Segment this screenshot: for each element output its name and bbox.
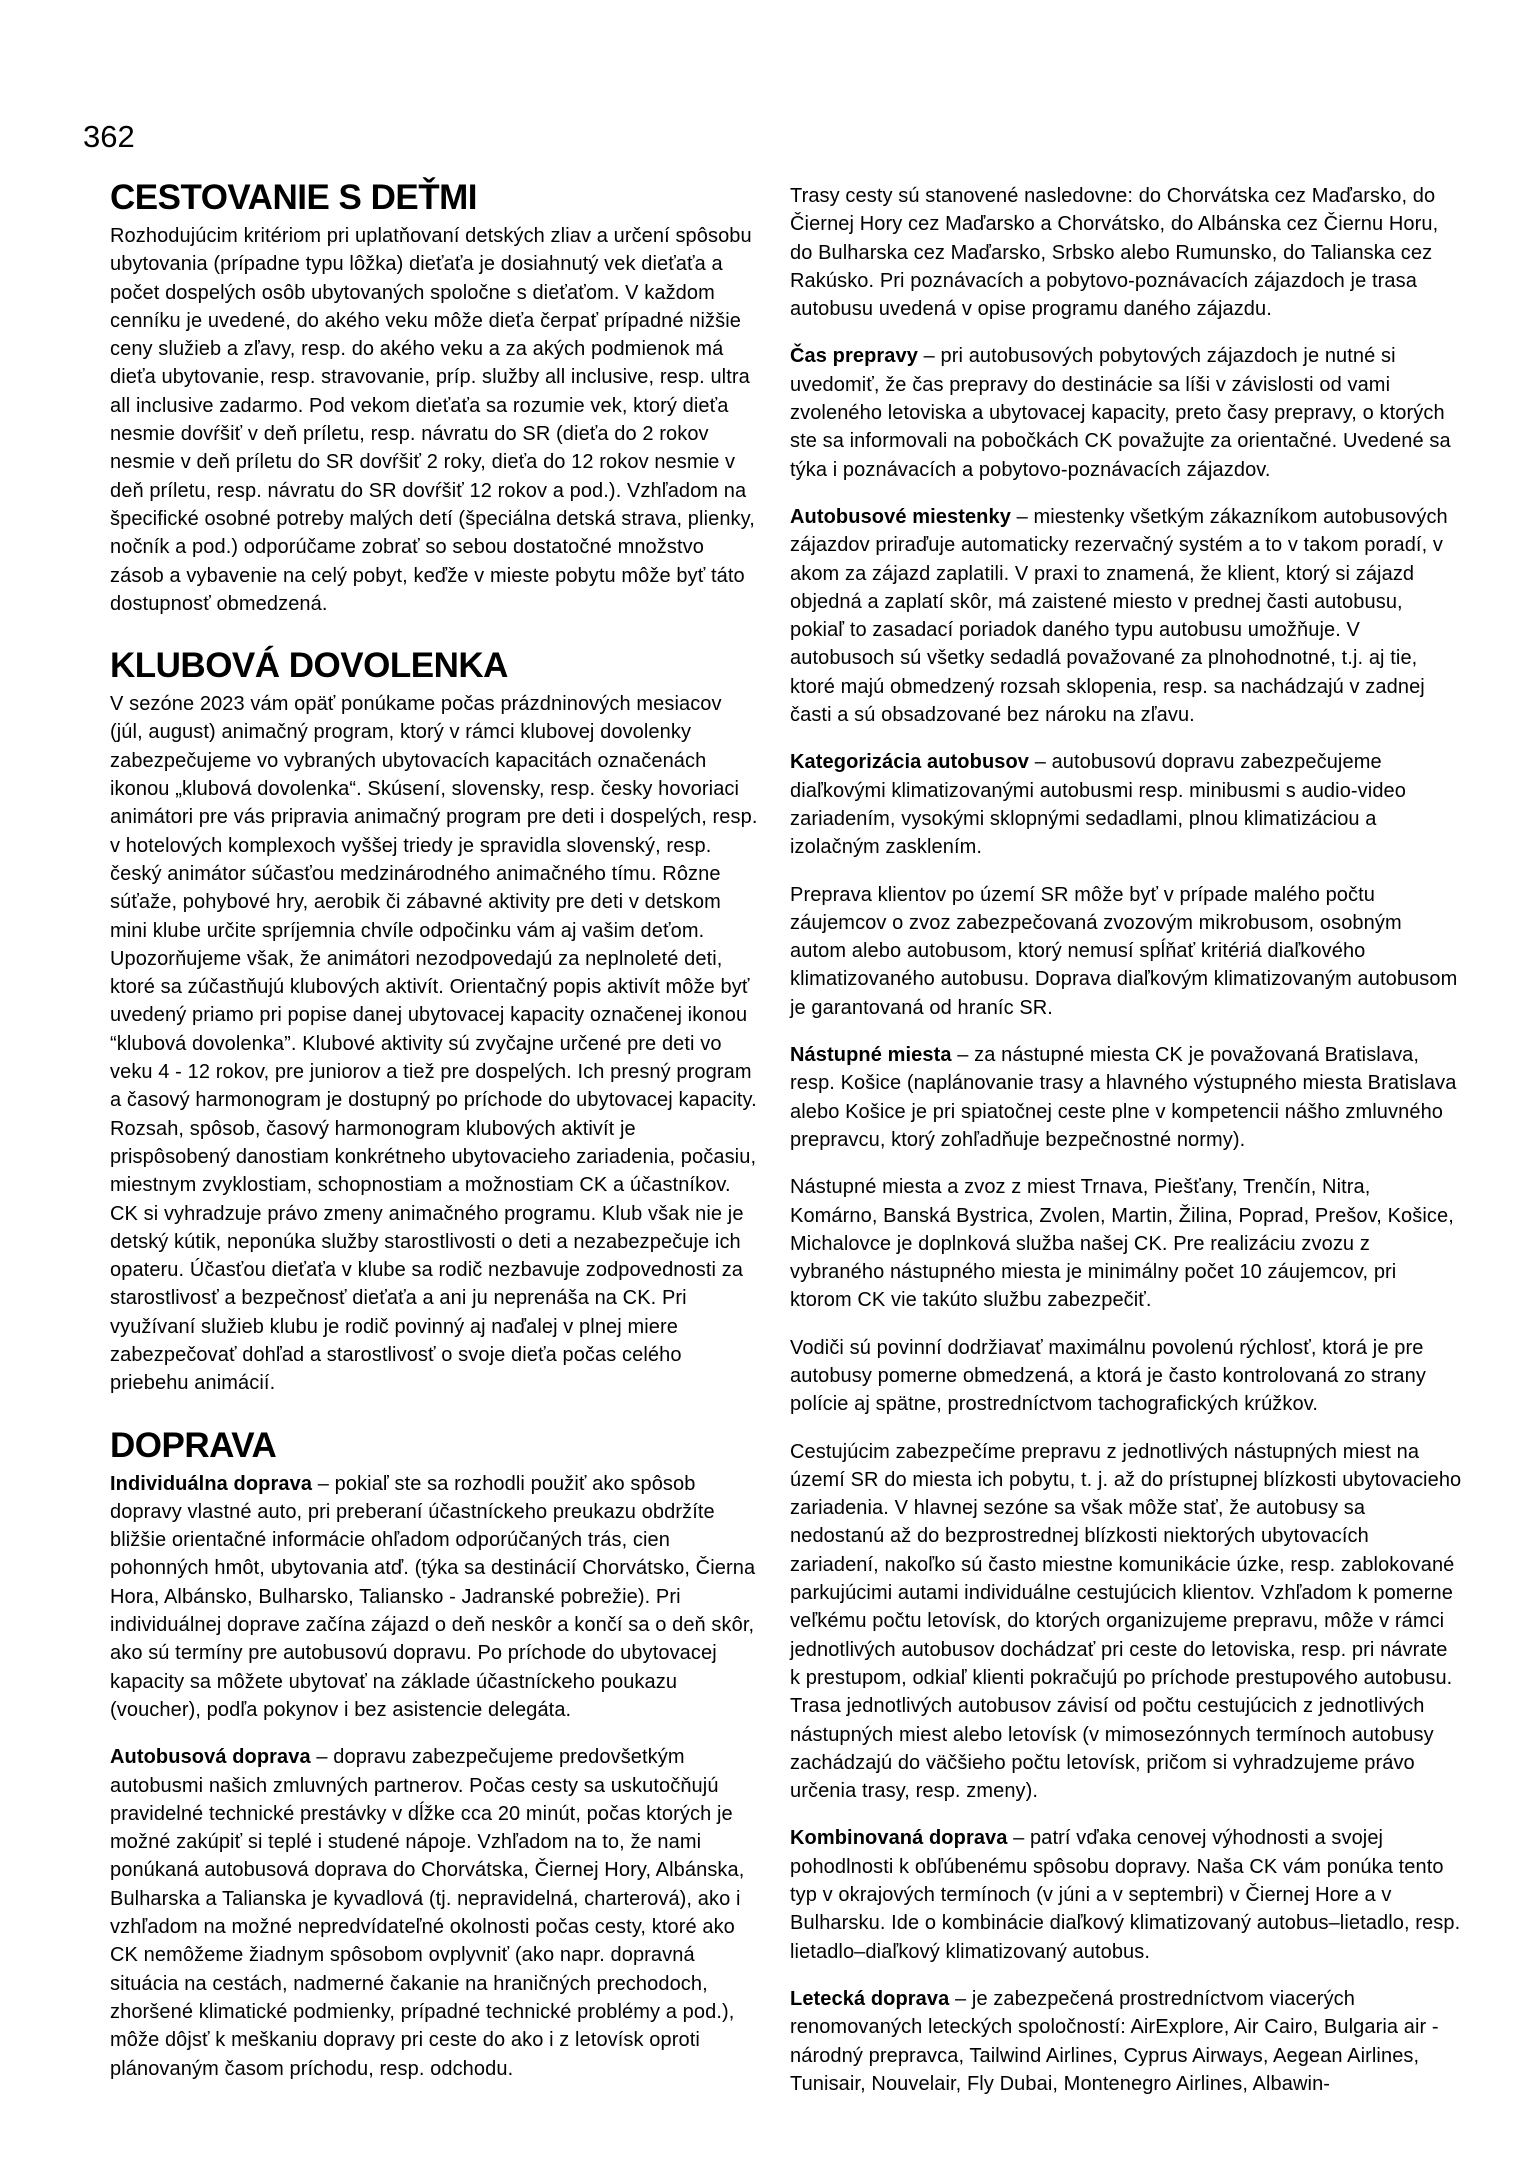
paragraph-text: – pri autobusových pobytových zájazdoch je nutné si uvedomiť, že čas prepravy do destinácie sa líši v závislosti od vami zvoleného letoviska a ubytovacej kapacity, preto časy prepravy, o ktorých ste sa informovali na pobočkách CK považujte za orientačné. Uvedené sa týka i poznávacích a pobytovo-poznávacích zájazdov. xyxy=(790,345,1451,481)
paragraph-individualna-doprava xyxy=(110,1470,760,1725)
paragraph-lead-cas-prepravy: Čas prepravy xyxy=(790,345,918,368)
paragraph-autobusove-miestenky xyxy=(790,503,1462,729)
section-heading-klubova-dovolenka: KLUBOVÁ DOVOLENKA xyxy=(110,646,508,686)
paragraph-autobusova-doprava xyxy=(110,1743,760,2083)
paragraph-cestujucim-preprava: Cestujúcim zabezpečíme prepravu z jednotlivých nástupných miest na území SR do miesta ich pobytu, t. j. až do prístupnej blízkosti ubytovacieho zariadenia. V hlavnej sezóne sa však môže stať, že autobusy sa nedostanú až do bezprostrednej blízkosti niektorých ubytovacích zariadení, nakoľko sú často miestne komunikácie úzke, resp. zablokované parkujúcimi autami individuálne cestujúcich klientov. Vzhľadom k pomerne veľkému počtu letovísk, do ktorých organizujeme prepravu, môže v rámci jednotlivých autobusov dochádzať pri ceste do letoviska, resp. pri návrate k prestupom, odkiaľ klienti pokračujú po príchode prestupového autobusu. Trasa jednotlivých autobusov závisí od počtu cestujúcich z jednotlivých nástupných miest alebo letovísk (v mimosezónnych termínoch autobusy zachádzajú do väčšieho počtu letovísk, pričom si vyhradzujeme právo určenia trasy, resp. zmeny). xyxy=(790,1440,1462,1803)
paragraph-lead-autobusove-miestenky: Autobusové miestenky xyxy=(790,505,1011,528)
paragraph-text: – autobusovú dopravu zabezpečujeme diaľkovými klimatizovanými autobusmi resp. minibusmi s audio-video zariadením, vysokými sklopnými sedadlami, plnou klimatizáciou a izolačným zasklením. xyxy=(790,751,1406,859)
paragraph-text: – patrí vďaka cenovej výhodnosti a svojej pohodlnosti k obľúbenému spôsobu dopravy. Naša CK vám ponúka tento typ v okrajových termínoch (v júni a v septembri) v Čiernej Hore a v Bulharsku. Ide o kombinácie diaľkový klimatizovaný autobus–lietadlo, resp. lietadlo–diaľkový klimatizovaný autobus. xyxy=(790,1827,1461,1963)
paragraph-kombinovana-doprava xyxy=(790,1824,1462,1965)
paragraph-lead-kombinovana-doprava: Kombinovaná doprava xyxy=(790,1827,1008,1850)
paragraph-preprava-klientov: Preprava klientov po území SR môže byť v prípade malého počtu záujemcov o zvoz zabezpečovaná zvozovým mikrobusom, osobným autom alebo autobusom, ktorý nemusí spĺňať kritériá diaľkového klimatizovaného autobusu. Doprava diaľkovým klimatizovaným autobusom je garantovaná od hraníc SR. xyxy=(790,883,1458,1019)
right-column xyxy=(790,182,1462,2117)
paragraph-lead-kategorizacia-autobusov: Kategorizácia autobusov xyxy=(790,751,1030,774)
section-heading-cestovanie-s-detmi: CESTOVANIE S DEŤMI xyxy=(110,178,477,217)
paragraph-lead-nastupne-miesta: Nástupné miesta xyxy=(790,1044,952,1067)
paragraph-lead-autobusova-doprava: Autobusová doprava xyxy=(110,1746,311,1769)
paragraph-text: – miestenky všetkým zákazníkom autobusových zájazdov priraďuje automaticky rezervačný systém a to v takom poradí, v akom za zájazd zaplatili. V praxi to znamená, že klient, ktorý si zájazd objedná a zaplatí skôr, má zaistené miesto v prednej časti autobusu, pokiaľ to zasadací poriadok daného typu autobusu umožňuje. V autobusoch sú všetky sedadlá považované za plnohodnotné, t.j. aj tie, ktoré majú obmedzený rozsah sklopenia, resp. sa nachádzajú v zadnej časti a sú obsadzované bez nároku na zľavu. xyxy=(790,505,1448,727)
paragraph-cestovanie-s-detmi: Rozhodujúcim kritériom pri uplatňovaní detských zliav a určení spôsobu ubytovania (prípadne typu lôžka) dieťaťa je dosiahnutý vek dieťaťa a počet dospelých osôb ubytovaných spoločne s dieťaťom. V každom cenníku je uvedené, do akého veku môže dieťa čerpať prípadné nižšie ceny služieb a zľavy, resp. do akého veku a za akých podmienok má dieťa ubytovanie, resp. stravovanie, príp. služby all inclusive, resp. ultra all inclusive zadarmo. Pod vekom dieťaťa sa rozumie vek, ktorý dieťa nesmie dovŕšiť v deň príletu, resp. návratu do SR (dieťa do 2 rokov nesmie v deň príletu do SR dovŕšiť 2 roky, dieťa do 12 rokov nesmie v deň príletu, resp. návratu do SR dovŕšiť 12 rokov a pod.). Vzhľadom na špecifické osobné potreby malých detí (špeciálna detská strava, plienky, nočník a pod.) odporúčame zobrať so sebou dostatočné množstvo zásob a vybavenie na celý pobyt, keďže v mieste pobytu môže byť táto dostupnosť obmedzená. xyxy=(110,225,755,615)
paragraph-nastupne-miesta-a-zvoz: Nástupné miesta a zvoz z miest Trnava, Piešťany, Trenčín, Nitra, Komárno, Banská Bystrica, Zvolen, Martin, Žilina, Poprad, Prešov, Košice, Michalovce je doplnková služba našej CK. Pre realizáciu zvozu z vybraného nástupného miesta je minimálny počet 10 záujemcov, pri ktorom CK vie takúto službu zabezpečiť. xyxy=(790,1176,1454,1312)
paragraph-letecka-doprava xyxy=(790,1985,1462,2098)
paragraph-text: – pokiaľ ste sa rozhodli použiť ako spôsob dopravy vlastné auto, pri preberaní účastníckeho preukazu obdržíte bližšie orientačné informácie ohľadom odporúčaných trás, cien pohonných hmôt, ubytovania atď. (týka sa destinácií Chorvátsko, Čierna Hora, Albánsko, Bulharsko, Taliansko - Jadranské pobrežie). Pri individuálnej doprave začína zájazd o deň neskôr a končí sa o deň skôr, ako sú termíny pre autobusovú dopravu. Po príchode do ubytovacej kapacity sa môžete ubytovať na základe účastníckeho poukazu (voucher), podľa pokynov i bez asistencie delegáta. xyxy=(110,1472,756,1721)
paragraph-text: – dopravu zabezpečujeme predovšetkým autobusmi našich zmluvných partnerov. Počas cesty sa uskutočňujú pravidelné technické prestávky v dĺžke cca 20 minút, počas ktorých je možné zakúpiť si teplé i studené nápoje. Vzhľadom na to, že nami ponúkaná autobusová doprava do Chorvátska, Čiernej Hory, Albánska, Bulharska a Talianska je kyvadlová (tj. nepravidelná, charterová), ako i vzhľadom na možné nepredvídateľné okolnosti počas cesty, ktoré ako CK nemôžeme žiadnym spôsobom ovplyvniť (ako napr. dopravná situácia na cestách, nadmerné čakanie na hraničných prechodoch, zhoršené klimatické podmienky, prípadné technické problémy a pod.), môže dôjsť k meškaniu dopravy pri ceste do ako i z letovísk oproti plánovaným časom príchodu, resp. odchodu. xyxy=(110,1746,745,2080)
paragraph-trasy-cesty: Trasy cesty sú stanovené nasledovne: do Chorvátska cez Maďarsko, do Čiernej Hory cez Maďarsko a Chorvátsko, do Albánska cez Čiernu Horu, do Bulharska cez Maďarsko, Srbsko alebo Rumunsko, do Talianska cez Rakúsko. Pri poznávacích a pobytovo-poznávacích zájazdoch je trasa autobusu uvedená v opise programu daného zájazdu. xyxy=(790,185,1439,321)
paragraph-lead-individualna-doprava: Individuálna doprava xyxy=(110,1472,313,1495)
paragraph-text: – za nástupné miesta CK je považovaná Bratislava, resp. Košice (naplánovanie trasy a hlavného výstupného miesta Bratislava alebo Košice je pri spiatočnej ceste plne v kompetencii nášho zmluvného prepravcu, ktorý zohľadňuje bezpečnostné normy). xyxy=(790,1044,1457,1151)
paragraph-text: – je zabezpečená prostredníctvom viacerých renomovaných leteckých spoločností: AirExplore, Air Cairo, Bulgaria air - národný prepravca, Tailwind Airlines, Cyprus Airways, Aegean Airlines, Tunisair, Nouvelair, Fly Dubai, Montenegro Airlines, Albawin- xyxy=(790,1987,1439,2095)
paragraph-cas-prepravy xyxy=(790,342,1462,483)
paragraph-vodici: Vodiči sú povinní dodržiavať maximálnu povolenú rýchlosť, ktorá je pre autobusy pomerne obmedzená, a ktorá je často kontrolovaná zo strany polície aj spätne, prostredníctvom tachografických krúžkov. xyxy=(790,1336,1426,1416)
left-column xyxy=(110,176,760,2102)
paragraph-nastupne-miesta xyxy=(790,1041,1462,1154)
paragraph-kategorizacia-autobusov xyxy=(790,748,1462,861)
page-number: 362 xyxy=(83,119,135,154)
paragraph-lead-letecka-doprava: Letecká doprava xyxy=(790,1987,950,2010)
paragraph-klubova-dovolenka: V sezóne 2023 vám opäť ponúkame počas prázdninových mesiacov (júl, august) animačný program, ktorý v rámci klubovej dovolenky zabezpečujeme vo vybraných ubytovacích kapacitách označenách ikonou „klubová dovolenka“. Skúsení, slovensky, resp. česky hovoriaci animátori pre vás pripravia animačný program pre deti i dospelých, resp. v hotelových komplexoch vyššej triedy je spravidla slovenský, resp. český animátor súčasťou medzinárodného animačného tímu. Rôzne súťaže, pohybové hry, aerobik či zábavné aktivity pre deti v detskom mini klube určite spríjemnia chvíle odpočinku vám aj vašim deťom. Upozorňujeme však, že animátori nezodpovedajú za neplnoleté deti, ktoré sa zúčastňujú klubových aktivít. Orientačný popis aktivít môže byť uvedený priamo pri popise danej ubytovacej kapacity označenej ikonou “klubová dovolenka”. Klubové aktivity sú zvyčajne určené pre deti vo veku 4 - 12 rokov, pre juniorov a tiež pre dospelých. Ich presný program a časový harmonogram je dostupný po príchode do ubytovacej kapacity. Rozsah, spôsob, časový harmonogram klubových aktivít je prispôsobený danostiam konkrétneho ubytovacieho zariadenia, počasiu, miestnym zvyklostiam, schopnostiam a možnostiam CK a účastníkov. CK si vyhradzuje právo zmeny animačného programu. Klub však nie je detský kútik, neponúka služby starostlivosti o deti a nezabezpečuje ich opateru. Účasťou dieťaťa v klube sa rodič nezbavuje zodpovednosti za starostlivosť a bezpečnosť dieťaťa a ani ju neprenáša na CK. Pri využívaní služieb klubu je rodič povinný aj naďalej v plnej miere zabezpečovať dohľad a starostlivosť o svoje dieťa počas celého priebehu animácií. xyxy=(110,693,758,1395)
section-heading-doprava: DOPRAVA xyxy=(110,1425,277,1465)
